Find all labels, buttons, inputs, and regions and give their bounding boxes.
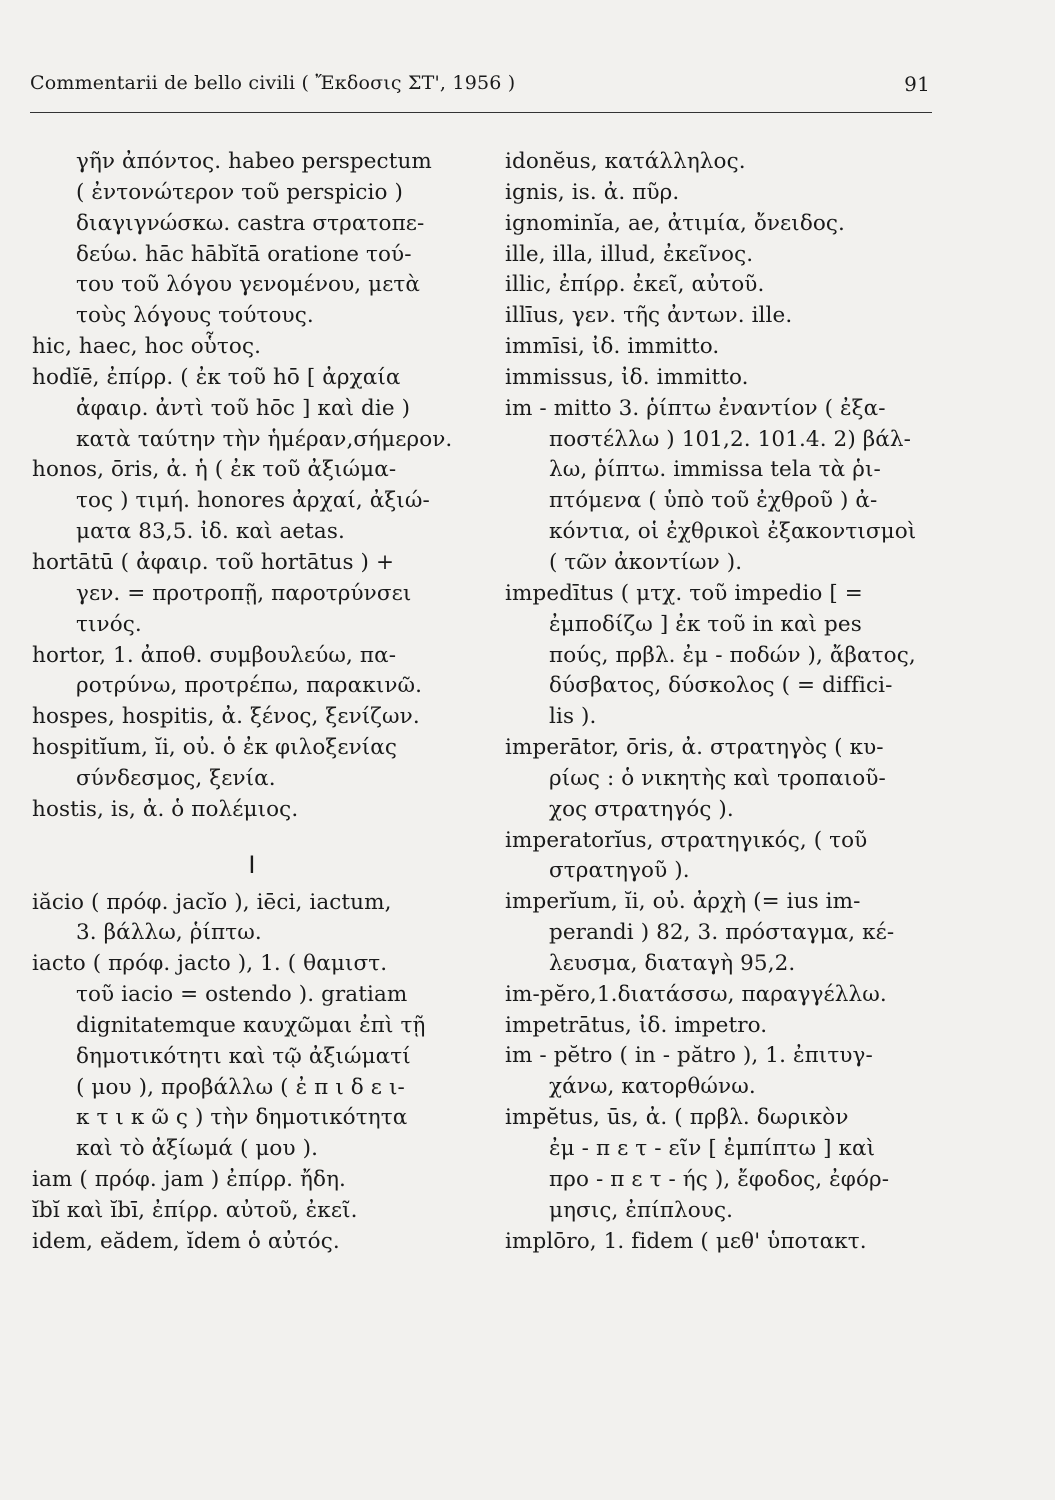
entry-line: dignitatemque καυχῶμαι ἐπὶ τῇ <box>76 1012 426 1038</box>
dictionary-entry <box>32 147 472 332</box>
entry-line: γεν. = προτροπῇ, παροτρύνσει <box>76 580 412 606</box>
entry-line: τοὺς λόγους τούτους. <box>76 303 314 329</box>
entry-line: ποστέλλω ) 101,2. 101.4. 2) βάλ- <box>549 426 912 452</box>
left-entries-before <box>32 147 472 826</box>
entry-line: illīus, γεν. τῆς ἀντων. ille. <box>505 303 793 329</box>
entry-line: perandi ) 82, 3. πρόσταγμα, κέ- <box>549 920 895 946</box>
header-rule <box>30 112 932 113</box>
entry-line: προ - π ε τ - ής ), ἔφοδος, ἐφόρ- <box>549 1166 890 1192</box>
entry-line: im-pĕro,1.διατάσσω, παραγγέλλω. <box>505 981 887 1007</box>
entry-line: iăcio ( πρόφ. jacĭo ), iēci, iactum, <box>32 889 392 915</box>
dictionary-entry <box>505 332 935 363</box>
entry-line: κ τ ι κ ῶ ς ) τὴν δημοτικότητα <box>76 1105 408 1131</box>
dictionary-entry <box>505 178 935 209</box>
entry-line: ροτρύνω, προτρέπω, παρακινῶ. <box>76 673 423 699</box>
entry-line: ĭbĭ καὶ ĭbī, ἐπίρρ. αὐτοῦ, ἐκεῖ. <box>32 1198 358 1223</box>
dictionary-entry <box>32 702 472 733</box>
entry-line: πτόμενα ( ὑπὸ τοῦ ἐχθροῦ ) ἀ- <box>549 488 878 514</box>
entry-line: πούς, πρβλ. ἐμ - ποδών ), ἄβατος, <box>549 642 916 668</box>
letter-heading: I <box>248 850 256 879</box>
entry-line: 3. βάλλω, ῥίπτω. <box>76 920 262 946</box>
dictionary-entry <box>32 795 472 826</box>
entry-line: immissus, ἰδ. immitto. <box>505 364 749 390</box>
entry-line: imperātor, ōris, ἀ. στρατηγὸς ( κυ- <box>505 735 884 761</box>
entry-line: immīsi, ἰδ. immitto. <box>505 334 720 360</box>
running-title: Commentarii de bello civili ( Ἔκδοσις ΣΤ', 1956 ) <box>30 72 516 94</box>
entry-line: τος ) τιμή. honores ἀρχαί, ἀξιώ- <box>76 488 430 514</box>
entry-line: hospitĭum, ĭi, οὐ. ὁ ἐκ φιλοξενίας <box>32 735 398 761</box>
entry-line: καὶ τὸ ἀξίωμά ( μου ). <box>76 1136 319 1162</box>
entry-line: διαγιγνώσκω. castra στρατοπε- <box>76 210 425 236</box>
entry-line: iam ( πρόφ. jam ) ἐπίρρ. ἤδη. <box>32 1167 346 1193</box>
dictionary-entry <box>505 1011 935 1042</box>
dictionary-entry <box>32 548 472 641</box>
entry-line: ρίως : ὁ νικητὴς καὶ τροπαιοῦ- <box>549 765 886 791</box>
dictionary-entry <box>32 1165 472 1196</box>
entry-line: imperĭum, ĭi, οὐ. ἀρχὴ (= ius im- <box>505 889 861 915</box>
entry-line: ignis, is. ἀ. πῦρ. <box>505 179 680 205</box>
left-column <box>32 147 472 1258</box>
dictionary-entry <box>505 240 935 271</box>
entry-line: idem, eădem, ĭdem ὁ αὐτός. <box>32 1228 340 1254</box>
dictionary-entry <box>32 888 472 950</box>
entry-line: hodĭē, ἐπίρρ. ( ἐκ τοῦ hō [ ἀρχαία <box>32 364 401 390</box>
dictionary-entry <box>32 733 472 795</box>
dictionary-entry <box>32 332 472 363</box>
entry-line: ignominĭa, ae, ἀτιμία, ὄνειδος. <box>505 210 845 236</box>
entry-line: impetrātus, ἰδ. impetro. <box>505 1012 768 1038</box>
dictionary-entry <box>505 209 935 240</box>
entry-line: γῆν ἀπόντος. habeo perspectum <box>76 149 432 174</box>
entry-line: imperatorĭus, στρατηγικός, ( τοῦ <box>505 827 868 853</box>
entry-line: ἐμ - π ε τ - εῖν [ ἐμπίπτω ] καὶ <box>549 1136 876 1161</box>
entry-line: ( ἐντονώτερον τοῦ perspicio ) <box>76 179 403 205</box>
entry-line: im - mitto 3. ῥίπτω ἐναντίον ( ἐξα- <box>505 395 886 421</box>
entry-line: χάνω, κατορθώνω. <box>549 1074 756 1100</box>
entry-line: στρατηγοῦ ). <box>549 858 690 884</box>
entry-line: hortātū ( ἀφαιρ. τοῦ hortātus ) + <box>32 549 395 575</box>
entry-line: honos, ōris, ἀ. ἡ ( ἐκ τοῦ ἀξιώμα- <box>32 457 397 483</box>
page-number: 91 <box>904 72 930 96</box>
entry-line: δύσβατος, δύσκολος ( = diffici- <box>549 673 893 699</box>
dictionary-entry <box>505 270 935 301</box>
entry-line: λευσμα, διαταγὴ 95,2. <box>549 950 796 976</box>
dictionary-entry <box>505 980 935 1011</box>
entry-line: δημοτικότητι καὶ τῷ ἀξιώματί <box>76 1043 411 1069</box>
dictionary-entry <box>505 1103 935 1226</box>
entry-line: iacto ( πρόφ. jacto ), 1. ( θαμιστ. <box>32 951 388 977</box>
entry-line: hic, haec, hoc οὗτος. <box>32 334 262 360</box>
entry-line: δεύω. hāc hābĭtā oratione τού- <box>76 241 412 267</box>
left-entries-after <box>32 888 472 1258</box>
dictionary-entry <box>505 363 935 394</box>
entry-line: κατὰ ταύτην τὴν ἡμέραν,σήμερον. <box>76 426 453 452</box>
running-header <box>30 72 930 102</box>
dictionary-entry <box>505 147 935 178</box>
entry-line: hospes, hospitis, ἀ. ξένος, ξενίζων. <box>32 704 420 730</box>
dictionary-entry <box>32 455 472 548</box>
entry-line: ἐμποδίζω ] ἐκ τοῦ in καὶ pes <box>549 611 862 637</box>
right-entries <box>505 147 935 1257</box>
entry-line: μησις, ἐπίπλους. <box>549 1197 734 1223</box>
entry-line: τινός. <box>76 611 142 637</box>
entry-line: ( τῶν ἀκοντίων ). <box>549 549 743 575</box>
entry-line: ille, illa, illud, ἐκεῖνος. <box>505 241 754 267</box>
dictionary-entry <box>505 301 935 332</box>
entry-line: impĕtus, ūs, ἀ. ( πρβλ. δωρικὸν <box>505 1105 849 1131</box>
dictionary-entry <box>505 1041 935 1103</box>
entry-line: impedītus ( μτχ. τοῦ impedio [ = <box>505 580 863 606</box>
dictionary-entry <box>32 1196 472 1227</box>
entry-line: ἀφαιρ. ἀντὶ τοῦ hōc ] καὶ die ) <box>76 395 411 421</box>
entry-line: lis ). <box>549 704 597 730</box>
entry-line: hortor, 1. ἀποθ. συμβουλεύω, πα- <box>32 642 397 668</box>
dictionary-entry <box>32 363 472 456</box>
entry-line: τοῦ iacio = ostendo ). gratiam <box>76 982 408 1008</box>
entry-line: σύνδεσμος, ξενία. <box>76 765 276 791</box>
dictionary-entry <box>32 1227 472 1258</box>
dictionary-entry <box>505 826 935 888</box>
entry-line: του τοῦ λόγου γενομένου, μετὰ <box>76 272 421 298</box>
entry-line: ( μου ), προβάλλω ( ἐ π ι δ ε ι- <box>76 1074 405 1100</box>
entry-line: illic, ἐπίρρ. ἐκεῖ, αὐτοῦ. <box>505 272 765 298</box>
dictionary-entry <box>505 887 935 980</box>
entry-line: hostis, is, ἀ. ὁ πολέμιος. <box>32 796 299 822</box>
entry-line: χος στρατηγός ). <box>549 796 734 822</box>
dictionary-entry <box>32 641 472 703</box>
entry-line: ματα 83,5. ἰδ. καὶ aetas. <box>76 519 345 545</box>
entry-line: λω, ῥίπτω. immissa tela τὰ ῥι- <box>549 457 881 483</box>
dictionary-entry <box>505 394 935 579</box>
entry-line: κόντια, οἱ ἐχθρικοὶ ἐξακοντισμοὶ <box>549 519 917 545</box>
entry-line: implōro, 1. fidem ( μεθ' ὑποτακτ. <box>505 1228 867 1254</box>
entry-line: idonĕus, κατάλληλος. <box>505 149 746 174</box>
entry-line: im - pĕtro ( in - pătro ), 1. ἐπιτυγ- <box>505 1043 873 1069</box>
dictionary-entry <box>505 579 935 733</box>
dictionary-entry <box>32 949 472 1165</box>
dictionary-entry <box>505 733 935 826</box>
dictionary-entry <box>505 1227 935 1258</box>
right-column <box>505 147 935 1257</box>
